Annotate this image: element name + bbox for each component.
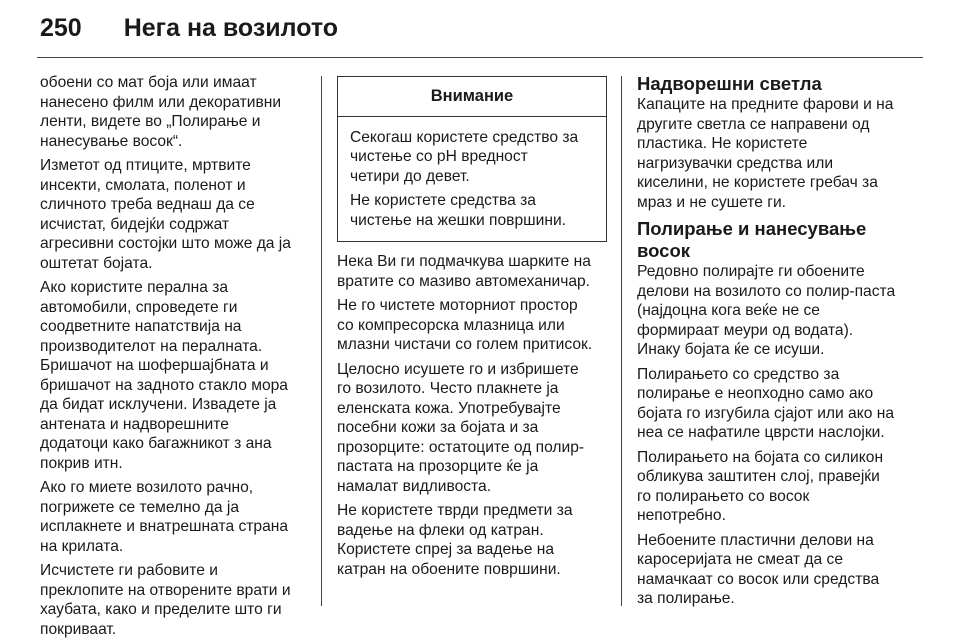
paragraph: Не користете тврди предмети за вадење на флеки од катран. Користете спреј за вадење на катран на обоените површини. xyxy=(337,502,573,578)
paragraph: Ако користите перална за автомобили, спроведете ги соодветните напатствија на производителот на пералната. Бришачот на шофершајбната и бришачот на задното стакло мора да бидат исклучени. Извадете ја антената и надворешните додатоци како багажникот з ана покрив итн. xyxy=(40,279,288,472)
paragraph: Не го чистете моторниот простор со компресорска млазница или млазни чистачи со голем притисок. xyxy=(337,297,593,353)
warning-title: Внимание xyxy=(338,77,606,117)
column-divider-1 xyxy=(321,76,322,606)
paragraph: Капаците на предните фарови и на другите светла се направени од пластика. Не користете нагризувачки средства или киселини, не користете гребач за мраз и не сушете ги. xyxy=(637,96,894,211)
warning-box xyxy=(337,76,607,242)
page-number: 250 xyxy=(40,14,82,42)
section-heading-exterior-lights: Надворешни светла xyxy=(637,73,822,94)
header-divider xyxy=(37,57,923,58)
warning-paragraph: Секогаш користете средство за чистење со pH вредност четири до девет. xyxy=(350,128,579,185)
paragraph: Целосно исушете го и избришете го возилото. Често плакнете ја еленската кожа. Употребувајте посебни кожи за бојата и за прозорците: остатоците од полир- пастата на прозорците ќе ја намалат видливоста. xyxy=(337,360,585,495)
text-column-left xyxy=(40,73,305,644)
text-column-right xyxy=(637,73,912,614)
paragraph: Полирањето на бојата со силикон обликува заштитен слој, правејќи го полирањето со восок непотребно. xyxy=(637,448,884,524)
column-divider-2 xyxy=(621,76,622,606)
paragraph: Полирањето со средство за полирање е неопходно само ако бојата го изгубила сјајот или ако на неа се нафатиле цврсти наслојки. xyxy=(637,365,894,441)
text-column-middle xyxy=(337,76,607,584)
page-header xyxy=(40,14,338,54)
paragraph: Небоените пластични делови на каросеријата не смеат да се намачкаат со восок или средства за полирање. xyxy=(637,531,880,607)
paragraph: обоени со мат боја или имаат нанесено филм или декоративни ленти, видете во „Полирање и нанесување восок“. xyxy=(40,74,282,150)
paragraph: Исчистете ги рабовите и преклопите на отворените врати и хаубата, како и пределите што ги покриваат. xyxy=(40,562,291,638)
section-heading-polishing: Полирање и нанесување восок xyxy=(637,218,867,261)
page-title: Нега на возилото xyxy=(123,14,339,42)
warning-body xyxy=(338,117,606,242)
paragraph: Изметот од птиците, мртвите инсекти, смолата, поленот и сличното треба веднаш да се исчистат, бидејќи содржат агресивни состојки што може да ја оштетат бојата. xyxy=(40,157,291,272)
paragraph: Нека Ви ги подмачкува шарките на вратите со мазиво автомеханичар. xyxy=(337,253,591,290)
paragraph: Редовно полирајте ги обоените делови на возилото со полир-паста (најдоцна кога веќе не се формираат меури од водата). Инаку бојата ќе се исуши. xyxy=(637,263,896,358)
warning-paragraph: Не користете средства за чистење на жешки површини. xyxy=(350,192,566,229)
paragraph: Ако го миете возилото рачно, погрижете се темелно да ја исплакнете и внатрешната страна на крилата. xyxy=(40,479,289,555)
